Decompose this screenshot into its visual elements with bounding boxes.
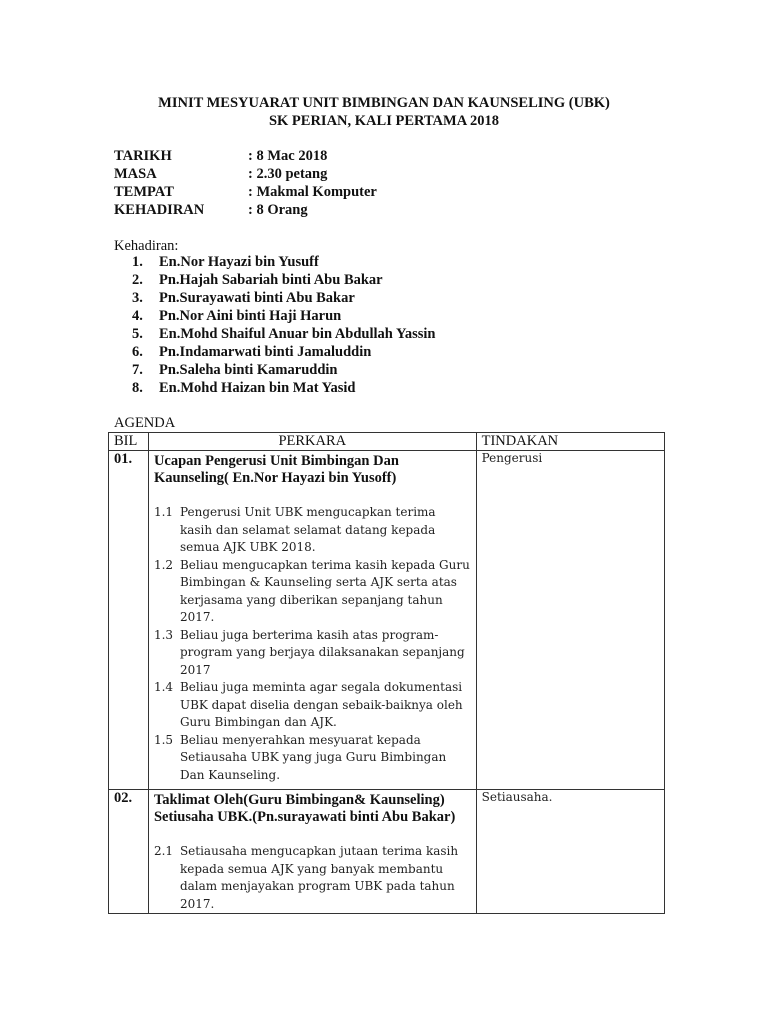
attendance-number: 2. bbox=[132, 272, 143, 288]
info-row-kehadiran bbox=[114, 201, 377, 219]
agenda-tindakan: Setiausaha. bbox=[476, 790, 664, 914]
info-value: : 8 Mac 2018 bbox=[248, 148, 328, 164]
info-label: TARIKH bbox=[114, 148, 172, 164]
attendance-item bbox=[132, 379, 435, 397]
attendance-name: Pn.Hajah Sabariah binti Abu Bakar bbox=[159, 272, 383, 288]
attendance-name: Pn.Surayawati binti Abu Bakar bbox=[159, 290, 355, 306]
point-text: Pengerusi Unit UBK mengucapkan terima kasih dan selamat selamat datang kepada semua AJK UBK 2018. bbox=[179, 505, 436, 554]
point-number: 1.2 bbox=[153, 557, 174, 572]
agenda-point bbox=[154, 732, 471, 785]
attendance-number: 5. bbox=[132, 326, 143, 342]
attendance-item bbox=[132, 343, 435, 361]
attendance-name: Pn.Indamarwati binti Jamaluddin bbox=[159, 344, 372, 360]
attendance-name: En.Nor Hayazi bin Yusuff bbox=[159, 254, 319, 270]
info-value: : 8 Orang bbox=[248, 202, 308, 218]
column-header-perkara: PERKARA bbox=[148, 433, 476, 451]
agenda-point bbox=[154, 679, 471, 732]
agenda-heading: AGENDA bbox=[114, 415, 176, 431]
attendance-list bbox=[132, 253, 435, 397]
info-row-tarikh bbox=[114, 147, 377, 165]
attendance-number: 8. bbox=[132, 380, 143, 396]
point-text: Beliau mengucapkan terima kasih kepada Guru Bimbingan & Kaunseling serta AJK serta atas kerjasama yang diberikan sepanjang tahun 2017. bbox=[179, 557, 470, 624]
attendance-item bbox=[132, 271, 435, 289]
info-label: TEMPAT bbox=[114, 184, 174, 200]
attendance-number: 3. bbox=[132, 290, 143, 306]
attendance-name: Pn.Saleha binti Kamaruddin bbox=[159, 362, 338, 378]
info-value: : Makmal Komputer bbox=[248, 184, 377, 200]
attendance-name: En.Mohd Shaiful Anuar bin Abdullah Yassin bbox=[159, 326, 436, 342]
document-title: MINIT MESYUARAT UNIT BIMBINGAN DAN KAUNSELING (UBK) bbox=[158, 95, 610, 111]
agenda-item-title: Ucapan Pengerusi Unit Bimbingan Dan Kaunseling( En.Nor Hayazi bin Yusoff) bbox=[153, 453, 399, 486]
attendance-item bbox=[132, 361, 435, 379]
agenda-row bbox=[109, 790, 665, 914]
point-number: 1.1 bbox=[153, 505, 174, 519]
attendance-name: En.Mohd Haizan bin Mat Yasid bbox=[159, 380, 356, 396]
point-number: 1.3 bbox=[153, 627, 174, 642]
attendance-number: 7. bbox=[132, 362, 143, 378]
point-number: 2.1 bbox=[153, 844, 174, 858]
meeting-info bbox=[114, 147, 377, 219]
document-subtitle: SK PERIAN, KALI PERTAMA 2018 bbox=[268, 113, 500, 129]
agenda-bil: 01. bbox=[109, 451, 149, 790]
column-header-tindakan: TINDAKAN bbox=[476, 433, 664, 451]
point-number: 1.4 bbox=[153, 680, 174, 694]
info-label: KEHADIRAN bbox=[114, 202, 205, 218]
attendance-item bbox=[132, 325, 435, 343]
agenda-bil: 02. bbox=[109, 790, 149, 914]
agenda-table bbox=[108, 432, 665, 914]
agenda-row bbox=[109, 451, 665, 790]
agenda-points bbox=[154, 504, 471, 784]
info-row-masa bbox=[114, 165, 377, 183]
attendance-number: 4. bbox=[132, 308, 143, 324]
info-label: MASA bbox=[114, 166, 157, 182]
agenda-perkara bbox=[148, 790, 476, 914]
agenda-perkara bbox=[148, 451, 476, 790]
attendance-number: 6. bbox=[132, 344, 143, 360]
attendance-item bbox=[132, 253, 435, 271]
info-row-tempat bbox=[114, 183, 377, 201]
attendance-heading: Kehadiran: bbox=[114, 238, 179, 254]
attendance-item bbox=[132, 307, 435, 325]
point-text: Beliau juga meminta agar segala dokumentasi UBK dapat diselia dengan sebaik-baiknya oleh Guru Bimbingan dan AJK. bbox=[179, 680, 463, 729]
agenda-points bbox=[154, 843, 471, 913]
attendance-name: Pn.Nor Aini binti Haji Harun bbox=[159, 308, 342, 324]
agenda-tindakan: Pengerusi bbox=[476, 451, 664, 790]
agenda-header-row bbox=[109, 433, 665, 451]
attendance-number: 1. bbox=[132, 254, 143, 270]
agenda-point bbox=[154, 843, 471, 913]
column-header-bil: BIL bbox=[109, 433, 149, 451]
attendance-item bbox=[132, 289, 435, 307]
agenda-item-title: Taklimat Oleh(Guru Bimbingan& Kaunseling) Setiusaha UBK.(Pn.surayawati binti Abu Bakar) bbox=[153, 792, 456, 825]
agenda-point bbox=[154, 557, 471, 627]
info-value: : 2.30 petang bbox=[248, 166, 328, 182]
point-number: 1.5 bbox=[153, 732, 174, 747]
agenda-point bbox=[154, 504, 471, 557]
point-text: Beliau menyerahkan mesyuarat kepada Setiausaha UBK yang juga Guru Bimbingan Dan Kaunseling. bbox=[179, 732, 447, 782]
point-text: Beliau juga berterima kasih atas program-program yang berjaya dilaksanakan sepanjang 2017 bbox=[179, 627, 465, 677]
point-text: Setiausaha mengucapkan jutaan terima kasih kepada semua AJK yang banyak membantu dalam menjayakan program UBK pada tahun 2017. bbox=[179, 844, 459, 911]
agenda-point bbox=[154, 627, 471, 680]
